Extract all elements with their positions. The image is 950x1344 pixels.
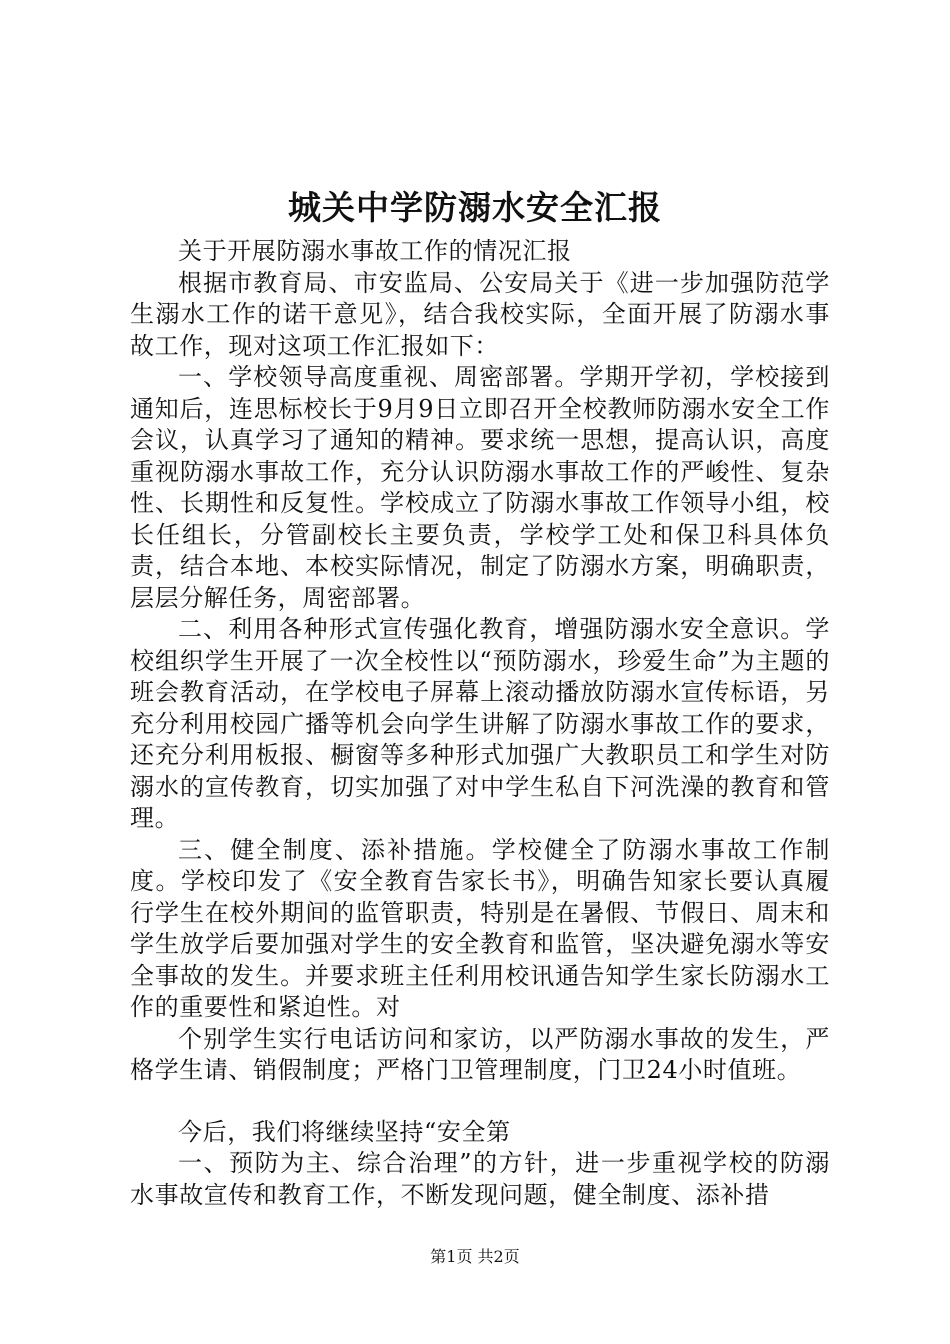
paragraph-future-cont: 一、预防为主、综合治理”的方针，进一步重视学校的防溺水事故宣传和教育工作，不断发现问题，健全制度、添补措 bbox=[130, 1149, 830, 1209]
paragraph-future: 今后，我们将继续坚持“安全第 bbox=[178, 1117, 511, 1146]
paragraph-subtitle: 关于开展防溺水事故工作的情况汇报 bbox=[178, 237, 572, 265]
page-footer: 第1页 共2页 bbox=[430, 1247, 520, 1266]
paragraph-section-1: 一、学校领导高度重视、周密部署。学期开学初，学校接到通知后，连思标校长于9月9日立即召开全校教师防溺水安全工作会议，认真学习了通知的精神。要求统一思想，提高认识，高度重视防溺水事故工作，充分认识防溺水事故工作的严峻性、复杂性、长期性和反复性。学校成立了防溺水事故工作领导小组，校长任组长，分管副校长主要负责，学校学工处和保卫科具体负责，结合本地、本校实际情况，制定了防溺水方案，明确职责，层层分解任务，周密部署。 bbox=[130, 363, 830, 612]
document-title: 城关中学防溺水安全汇报 bbox=[288, 188, 662, 227]
paragraph-section-2: 二、利用各种形式宣传强化教育，增强防溺水安全意识。学校组织学生开展了一次全校性以“预防溺水，珍爱生命”为主题的班会教育活动，在学校电子屏幕上滚动播放防溺水宣传标语，另充分利用校园广播等机会向学生讲解了防溺水事故工作的要求，还充分利用板报、橱窗等多种形式加强广大教职员工和学生对防溺水的宣传教育，切实加强了对中学生私自下河洗澡的教育和管理。 bbox=[130, 615, 830, 832]
paragraph-section-3: 三、健全制度、添补措施。学校健全了防溺水事故工作制度。学校印发了《安全教育告家长书》，明确告知家长要认真履行学生在校外期间的监管职责，特别是在暑假、节假日、周末和学生放学后要加强对学生的安全教育和监管，坚决避免溺水等安全事故的发生。并要求班主任利用校讯通告知学生家长防溺水工作的重要性和紧迫性。对 bbox=[130, 835, 830, 1021]
document-body bbox=[130, 236, 830, 1211]
paragraph-section-3-cont: 个别学生实行电话访问和家访，以严防溺水事故的发生，严格学生请、销假制度；严格门卫管理制度，门卫24小时值班。 bbox=[130, 1024, 830, 1084]
paragraph-intro: 根据市教育局、市安监局、公安局关于《进一步加强防范学生溺水工作的诺干意见》，结合我校实际，全面开展了防溺水事故工作，现对这项工作汇报如下： bbox=[130, 268, 830, 360]
